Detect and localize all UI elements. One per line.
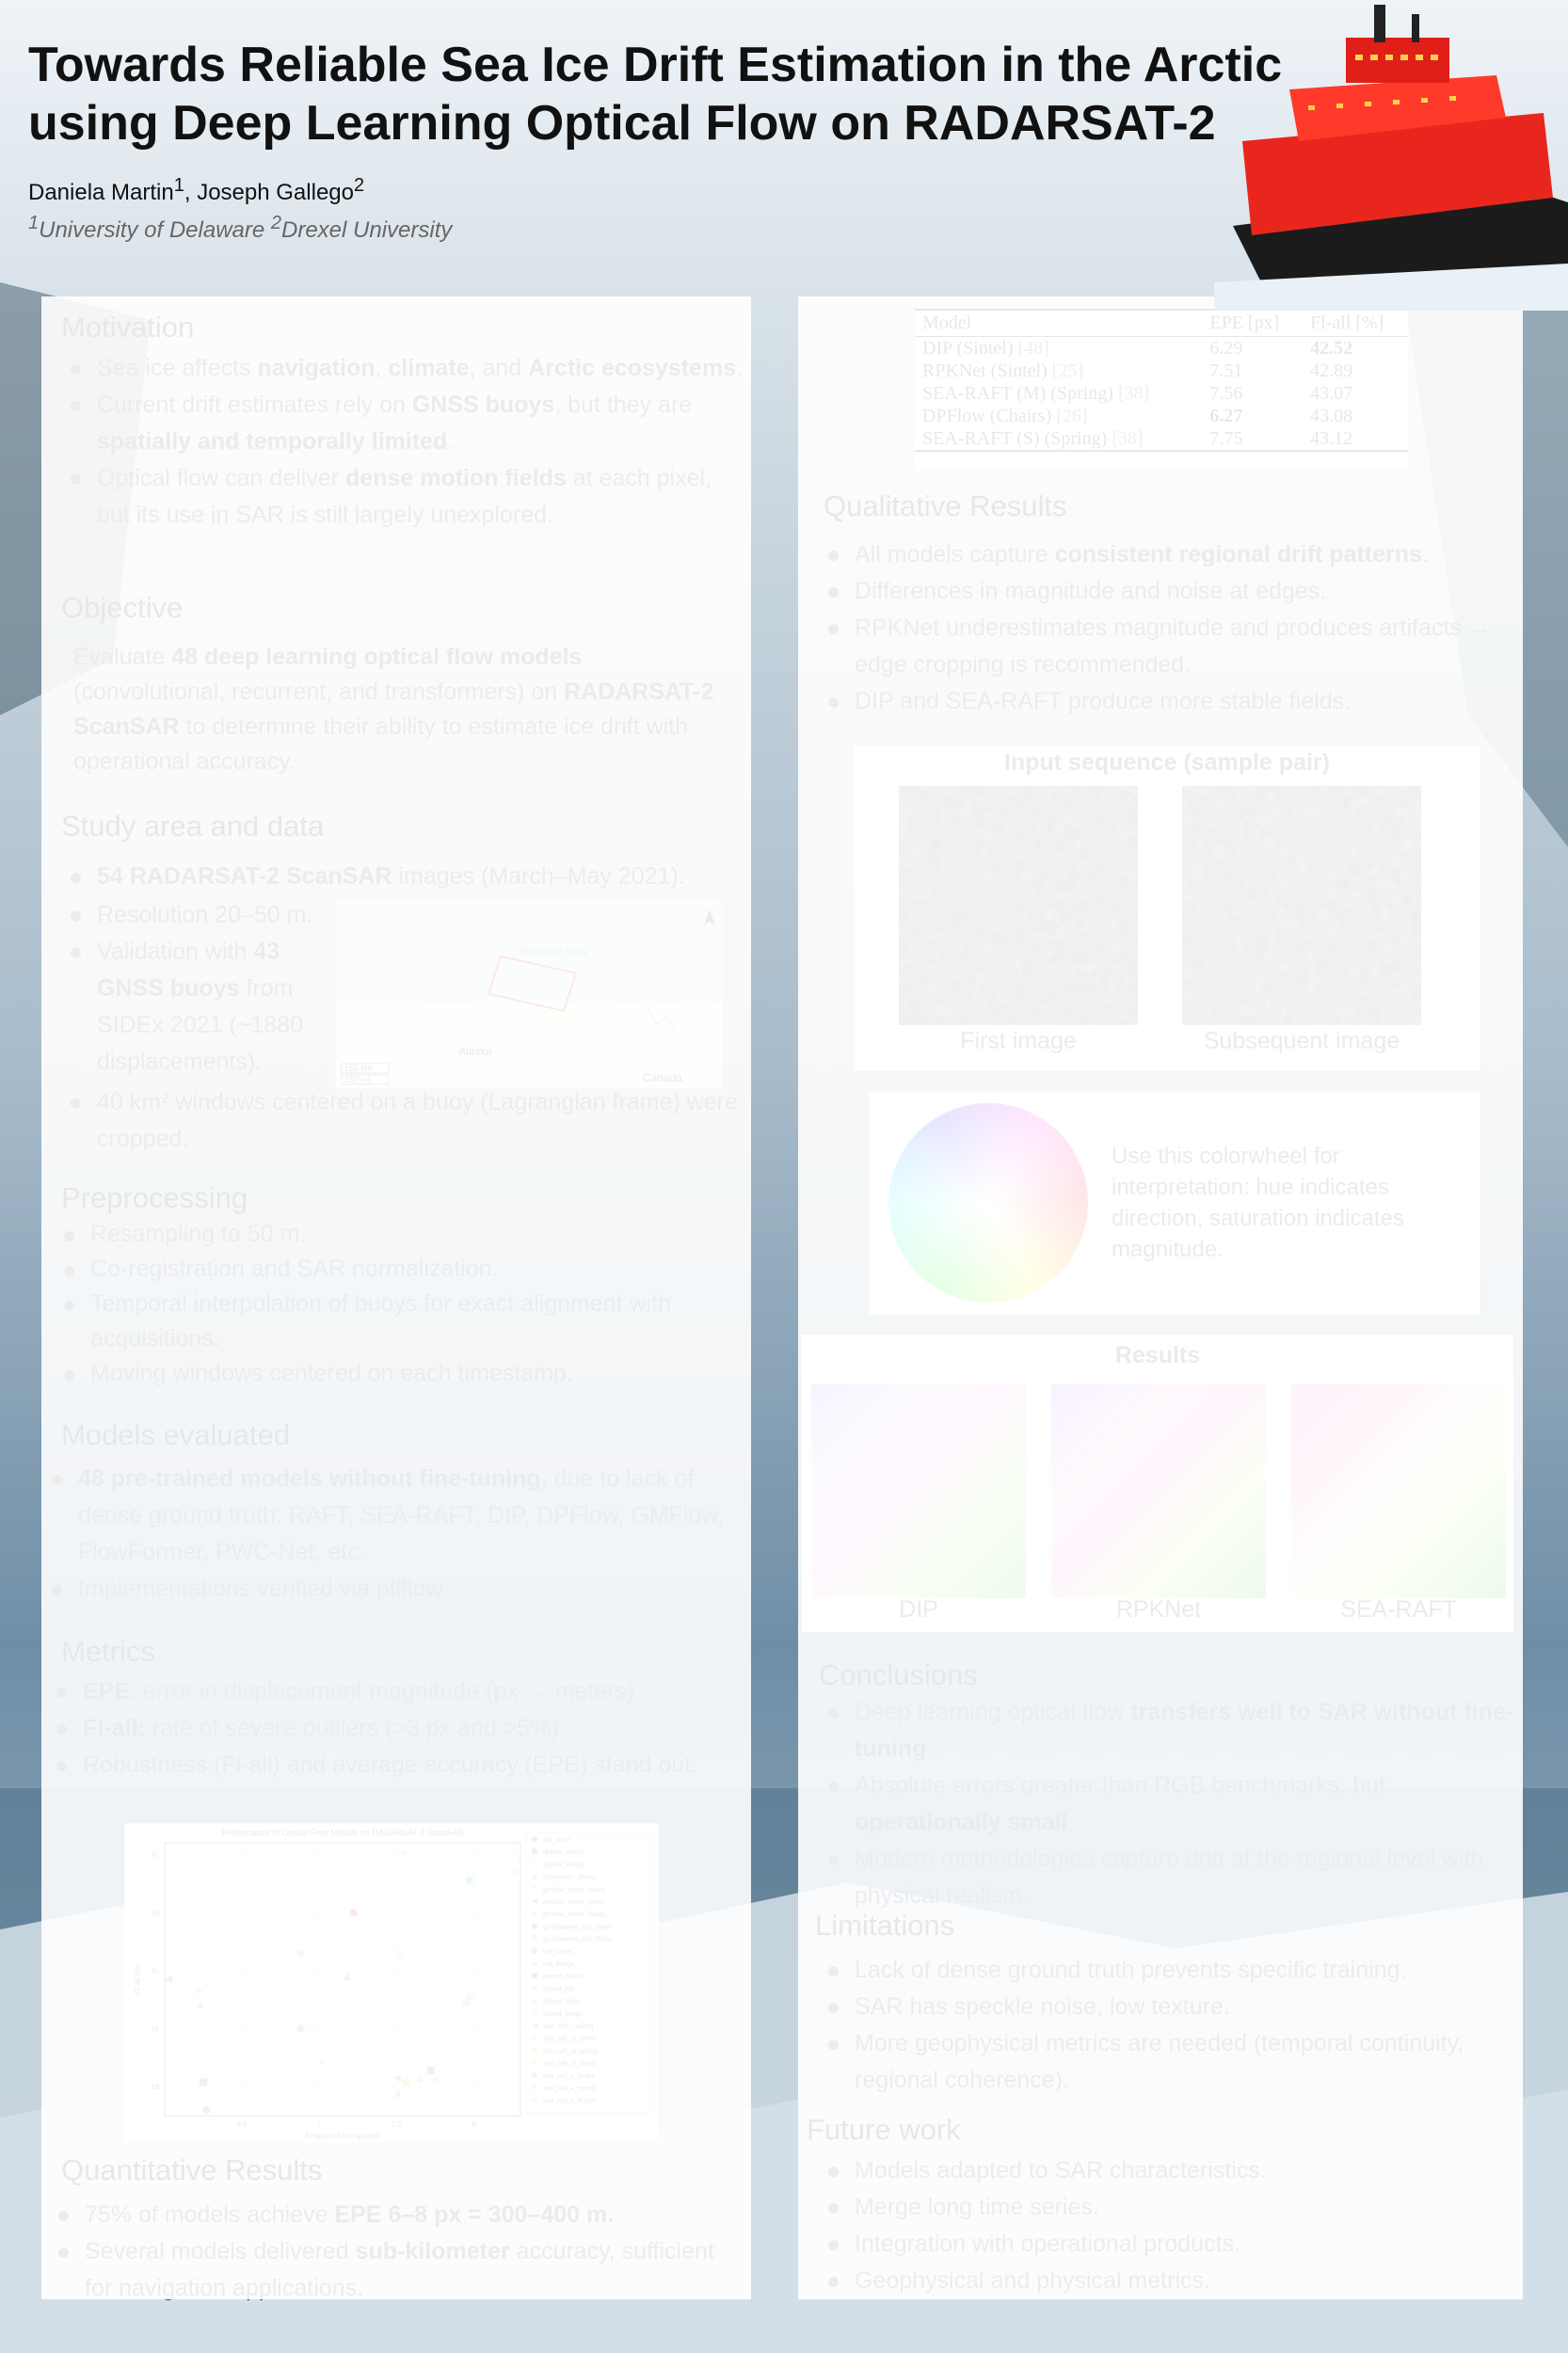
- title-line-2: using Deep Learning Optical Flow on RADARSAT-2: [28, 96, 1216, 151]
- affiliation: Drexel University: [281, 217, 453, 243]
- author-name: Joseph Gallego: [197, 180, 354, 205]
- right-column-panel: [798, 296, 1523, 2299]
- poster-title: [28, 36, 1346, 152]
- author-affil-mark: 1: [173, 175, 184, 196]
- author-list: Daniela Martin$^1$, Joseph Gallego$^2$: [28, 175, 365, 205]
- title-line-1: Towards Reliable Sea Ice Drift Estimation in the Arctic: [28, 38, 1283, 92]
- author-name: Daniela Martin: [28, 180, 174, 205]
- affiliations: [28, 213, 452, 244]
- affil-mark: 2: [270, 213, 281, 233]
- left-column-panel: [41, 296, 751, 2299]
- affil-mark: 1: [28, 213, 40, 233]
- affiliation: University of Delaware: [39, 217, 271, 243]
- author-affil-mark: 2: [353, 175, 365, 196]
